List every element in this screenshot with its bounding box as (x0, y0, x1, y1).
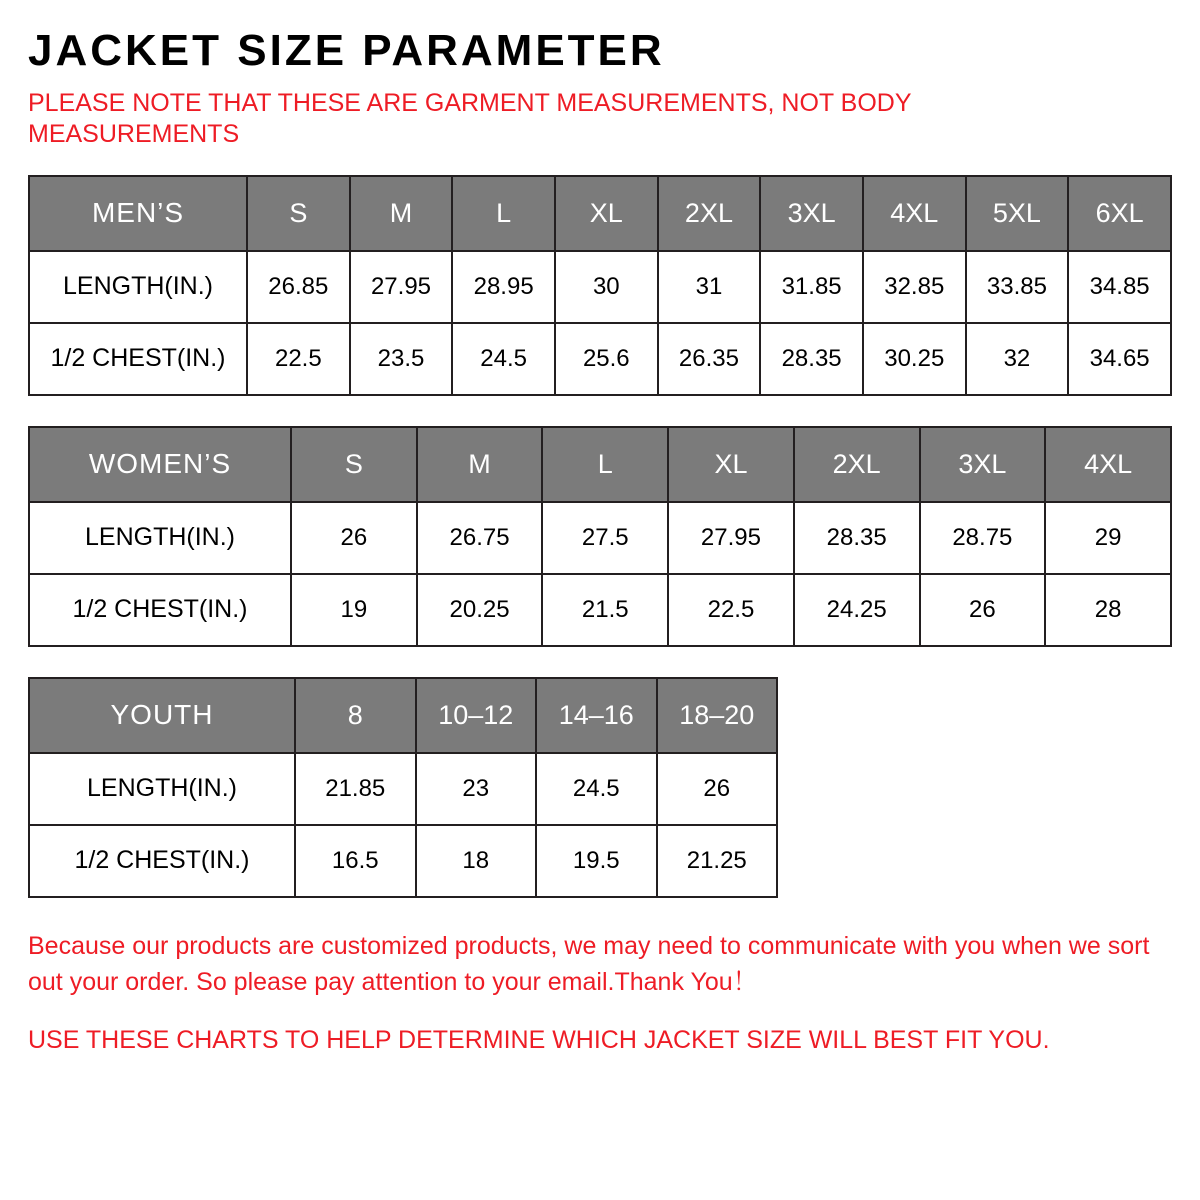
womens-length-m: 26.75 (417, 502, 543, 574)
mens-size-table (28, 175, 1172, 396)
mens-length-s: 26.85 (247, 251, 350, 323)
womens-size-2xl: 2XL (794, 427, 920, 502)
mens-chest-label: 1/2 CHEST(IN.) (29, 323, 247, 395)
mens-size-5xl: 5XL (966, 176, 1069, 251)
womens-size-3xl: 3XL (920, 427, 1046, 502)
youth-length-label: LENGTH(IN.) (29, 753, 295, 825)
womens-length-2xl: 28.35 (794, 502, 920, 574)
womens-size-4xl: 4XL (1045, 427, 1171, 502)
youth-chest-14-16: 19.5 (536, 825, 657, 897)
youth-size-10-12: 10–12 (416, 678, 537, 753)
youth-length-10-12: 23 (416, 753, 537, 825)
mens-header-label: MEN’S (29, 176, 247, 251)
womens-length-label: LENGTH(IN.) (29, 502, 291, 574)
womens-chest-l: 21.5 (542, 574, 668, 646)
table-header-row (29, 176, 1171, 251)
womens-length-s: 26 (291, 502, 417, 574)
mens-size-6xl: 6XL (1068, 176, 1171, 251)
mens-length-m: 27.95 (350, 251, 453, 323)
mens-length-3xl: 31.85 (760, 251, 863, 323)
mens-length-4xl: 32.85 (863, 251, 966, 323)
table-row (29, 251, 1171, 323)
table-row (29, 502, 1171, 574)
womens-size-s: S (291, 427, 417, 502)
footer-custom-products-note: Because our products are customized products, we may need to communicate with you when we sort out your order. So please pay attention to your email.Thank You！ (28, 931, 1150, 996)
table-row (29, 574, 1171, 646)
mens-length-xl: 30 (555, 251, 658, 323)
youth-size-8: 8 (295, 678, 416, 753)
mens-chest-l: 24.5 (452, 323, 555, 395)
mens-size-3xl: 3XL (760, 176, 863, 251)
womens-size-m: M (417, 427, 543, 502)
table-row (29, 323, 1171, 395)
mens-length-6xl: 34.85 (1068, 251, 1171, 323)
mens-chest-5xl: 32 (966, 323, 1069, 395)
table-header-row (29, 427, 1171, 502)
womens-chest-3xl: 26 (920, 574, 1046, 646)
youth-size-table (28, 677, 778, 898)
mens-chest-xl: 25.6 (555, 323, 658, 395)
womens-size-l: L (542, 427, 668, 502)
youth-chest-18-20: 21.25 (657, 825, 778, 897)
mens-size-2xl: 2XL (658, 176, 761, 251)
womens-chest-m: 20.25 (417, 574, 543, 646)
mens-chest-3xl: 28.35 (760, 323, 863, 395)
mens-length-label: LENGTH(IN.) (29, 251, 247, 323)
mens-size-4xl: 4XL (863, 176, 966, 251)
youth-chest-10-12: 18 (416, 825, 537, 897)
youth-chest-8: 16.5 (295, 825, 416, 897)
womens-header-label: WOMEN’S (29, 427, 291, 502)
table-header-row (29, 678, 777, 753)
mens-chest-2xl: 26.35 (658, 323, 761, 395)
measurement-note: PLEASE NOTE THAT THESE ARE GARMENT MEASUREMENTS, NOT BODY MEASUREMENTS (28, 89, 912, 149)
womens-chest-label: 1/2 CHEST(IN.) (29, 574, 291, 646)
womens-length-3xl: 28.75 (920, 502, 1046, 574)
mens-size-m: M (350, 176, 453, 251)
mens-chest-6xl: 34.65 (1068, 323, 1171, 395)
footer-notes (28, 928, 1158, 1059)
womens-chest-xl: 22.5 (668, 574, 794, 646)
womens-length-l: 27.5 (542, 502, 668, 574)
mens-size-s: S (247, 176, 350, 251)
youth-header-label: YOUTH (29, 678, 295, 753)
youth-size-14-16: 14–16 (536, 678, 657, 753)
youth-length-14-16: 24.5 (536, 753, 657, 825)
mens-length-2xl: 31 (658, 251, 761, 323)
page-title: JACKET SIZE PARAMETER (28, 26, 665, 75)
womens-size-xl: XL (668, 427, 794, 502)
mens-chest-4xl: 30.25 (863, 323, 966, 395)
womens-chest-s: 19 (291, 574, 417, 646)
youth-length-18-20: 26 (657, 753, 778, 825)
youth-length-8: 21.85 (295, 753, 416, 825)
mens-chest-m: 23.5 (350, 323, 453, 395)
mens-length-l: 28.95 (452, 251, 555, 323)
table-row (29, 825, 777, 897)
mens-size-l: L (452, 176, 555, 251)
womens-size-table (28, 426, 1172, 647)
youth-chest-label: 1/2 CHEST(IN.) (29, 825, 295, 897)
womens-chest-2xl: 24.25 (794, 574, 920, 646)
footer-chart-usage-note: USE THESE CHARTS TO HELP DETERMINE WHICH JACKET SIZE WILL BEST FIT YOU. (28, 1026, 1050, 1055)
womens-length-xl: 27.95 (668, 502, 794, 574)
youth-size-18-20: 18–20 (657, 678, 778, 753)
mens-chest-s: 22.5 (247, 323, 350, 395)
womens-chest-4xl: 28 (1045, 574, 1171, 646)
table-row (29, 753, 777, 825)
mens-size-xl: XL (555, 176, 658, 251)
mens-length-5xl: 33.85 (966, 251, 1069, 323)
womens-length-4xl: 29 (1045, 502, 1171, 574)
